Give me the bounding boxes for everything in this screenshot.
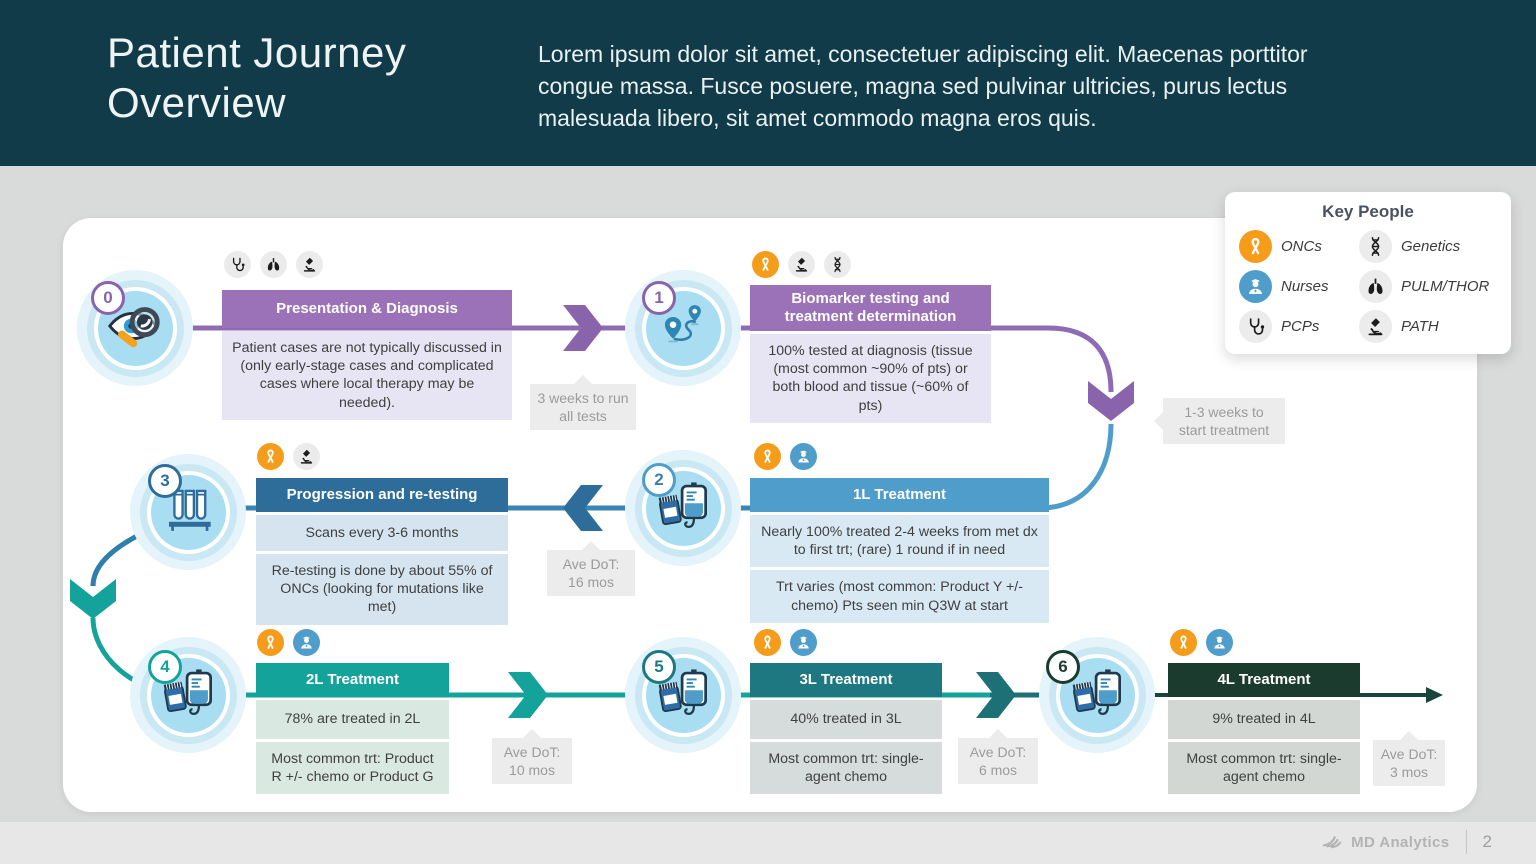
stage-note: Nearly 100% treated 2-4 weeks from met dx to first trt; (rare) 1 round if in need <box>750 515 1049 567</box>
callout-notch <box>989 729 1007 738</box>
dot-label: Ave DoT: <box>1380 746 1438 762</box>
callout-run-tests-text: 3 weeks to run all tests <box>537 390 629 425</box>
key-people-title: Key People <box>1322 202 1414 221</box>
key-people-label: PATH <box>1400 318 1439 335</box>
callout-notch <box>1154 412 1163 430</box>
stage-2-1l-treatment <box>750 478 1049 623</box>
stage5-people-icons <box>754 629 817 656</box>
stage1-people-icons <box>752 251 851 278</box>
key-people-label: Nurses <box>1281 278 1329 295</box>
stage3-circle <box>130 454 246 570</box>
stage-6-4l-treatment <box>1168 663 1360 794</box>
microscope-icon <box>296 251 323 278</box>
onc-ribbon-icon <box>1170 629 1197 656</box>
dot-label: Ave DoT: <box>969 744 1027 760</box>
key-people-label: ONCs <box>1281 238 1322 255</box>
stage-note: Most common trt: single-agent chemo <box>1168 742 1360 794</box>
stage-0-presentation-diagnosis <box>222 290 512 420</box>
page-number: 2 <box>1482 832 1492 851</box>
stage-note: 78% are treated in 2L <box>256 700 449 739</box>
onc-ribbon-icon <box>257 629 284 656</box>
stage2-people-icons <box>754 443 817 470</box>
key-people-label: PCPs <box>1281 318 1320 335</box>
stage-5-3l-treatment <box>750 663 942 794</box>
microscope-icon <box>293 443 320 470</box>
dna-icon <box>824 251 851 278</box>
stethoscope-icon <box>1239 310 1272 343</box>
callout-notch <box>1400 731 1418 740</box>
stage3-number-badge: 3 <box>148 464 182 498</box>
lungs-icon <box>260 251 287 278</box>
stage4-number-badge: 4 <box>148 650 182 684</box>
onc-ribbon-icon <box>257 443 284 470</box>
callout-dot-1l <box>547 550 635 596</box>
page-title-line1: Patient Journey <box>107 29 407 76</box>
stethoscope-icon <box>224 251 251 278</box>
nurse-icon <box>1239 270 1272 303</box>
stage-note: 9% treated in 4L <box>1168 700 1360 739</box>
key-people-item-oncs <box>1239 230 1359 263</box>
stage-1-biomarker-testing <box>750 285 991 423</box>
stage6-people-icons <box>1170 629 1233 656</box>
callout-notch <box>523 729 541 738</box>
dot-label: Ave DoT: <box>562 556 620 572</box>
key-people-item-pcps <box>1239 310 1359 343</box>
onc-ribbon-icon <box>752 251 779 278</box>
stage-title: 3L Treatment <box>750 663 942 697</box>
key-people-item-path <box>1359 310 1497 343</box>
dna-icon <box>1359 230 1392 263</box>
callout-dot-3l <box>958 738 1038 784</box>
callout-notch <box>582 541 600 550</box>
dot-value: 6 mos <box>978 762 1018 779</box>
key-people-item-pulm-thor <box>1359 270 1497 303</box>
nurse-icon <box>790 629 817 656</box>
stage-title: Progression and re-testing <box>256 478 508 512</box>
dot-value: 3 mos <box>1389 764 1429 781</box>
stage-title: 1L Treatment <box>750 478 1049 512</box>
key-people-label: Genetics <box>1400 238 1461 255</box>
brand-name: MD Analytics <box>1351 833 1450 851</box>
callout-dot-4l <box>1373 740 1445 786</box>
onc-ribbon-icon <box>754 443 781 470</box>
stage1-number-badge: 1 <box>642 281 676 315</box>
stage-title: 2L Treatment <box>256 663 449 697</box>
nurse-icon <box>293 629 320 656</box>
page-subtitle: Lorem ipsum dolor sit amet, consectetuer adipiscing elit. Maecenas porttitor congue massa. Fusce posuere, magna sed pulvinar ultricies, purus lectus malesuada libero, sit amet commodo magna eros quis. <box>538 41 1308 131</box>
onc-ribbon-icon <box>754 629 781 656</box>
callout-run-tests <box>530 384 636 430</box>
key-people-item-nurses <box>1239 270 1359 303</box>
callout-dot-2l <box>492 738 572 784</box>
stage-note: Most common trt: single-agent chemo <box>750 742 942 794</box>
page-title-line2: Overview <box>107 79 287 126</box>
stage-4-2l-treatment <box>256 663 449 794</box>
stage-title: Biomarker testing and treatment determination <box>750 285 991 331</box>
key-people-label: PULM/THOR <box>1400 278 1490 295</box>
stage4-circle <box>130 637 246 753</box>
stage-3-progression-retesting <box>256 478 508 625</box>
microscope-icon <box>1359 310 1392 343</box>
onc-ribbon-icon <box>1239 230 1272 263</box>
stage-note: Re-testing is done by about 55% of ONCs (looking for mutations like met) <box>256 554 508 625</box>
stage2-circle <box>625 450 741 566</box>
key-people-item-genetics <box>1359 230 1497 263</box>
stage-note: 100% tested at diagnosis (tissue (most common ~90% of pts) or both blood and tissue (~60% of pts) <box>750 334 991 423</box>
stage5-circle <box>625 637 741 753</box>
dot-label: Ave DoT: <box>503 744 561 760</box>
stage-note: 40% treated in 3L <box>750 700 942 739</box>
stage-title: 4L Treatment <box>1168 663 1360 697</box>
callout-start-treatment <box>1163 398 1285 444</box>
nurse-icon <box>790 443 817 470</box>
microscope-icon <box>788 251 815 278</box>
lungs-icon <box>1359 270 1392 303</box>
stage-note: Patient cases are not typically discussed in (only early-stage cases and complicated cases where local therapy may be needed). <box>222 331 512 420</box>
callout-start-treatment-text: 1-3 weeks to start treatment <box>1178 404 1270 439</box>
stage-note: Most common trt: Product R +/- chemo or Product G <box>256 742 449 794</box>
key-people-panel <box>1225 192 1511 354</box>
stage4-people-icons <box>257 629 320 656</box>
stage-note: Scans every 3-6 months <box>256 515 508 551</box>
stage6-number-badge: 6 <box>1046 650 1080 684</box>
stage0-number-badge: 0 <box>91 281 125 315</box>
stage-note: Trt varies (most common: Product Y +/- chemo) Pts seen min Q3W at start <box>750 570 1049 622</box>
stage-title: Presentation & Diagnosis <box>222 290 512 328</box>
stage1-circle <box>625 270 741 386</box>
stage5-number-badge: 5 <box>642 650 676 684</box>
stage3-people-icons <box>257 443 320 470</box>
nurse-icon <box>1206 629 1233 656</box>
dot-value: 16 mos <box>568 574 614 591</box>
dot-value: 10 mos <box>509 762 555 779</box>
stage2-number-badge: 2 <box>642 463 676 497</box>
key-people-grid <box>1239 230 1497 343</box>
stage0-people-icons <box>224 251 323 278</box>
callout-notch <box>574 375 592 384</box>
